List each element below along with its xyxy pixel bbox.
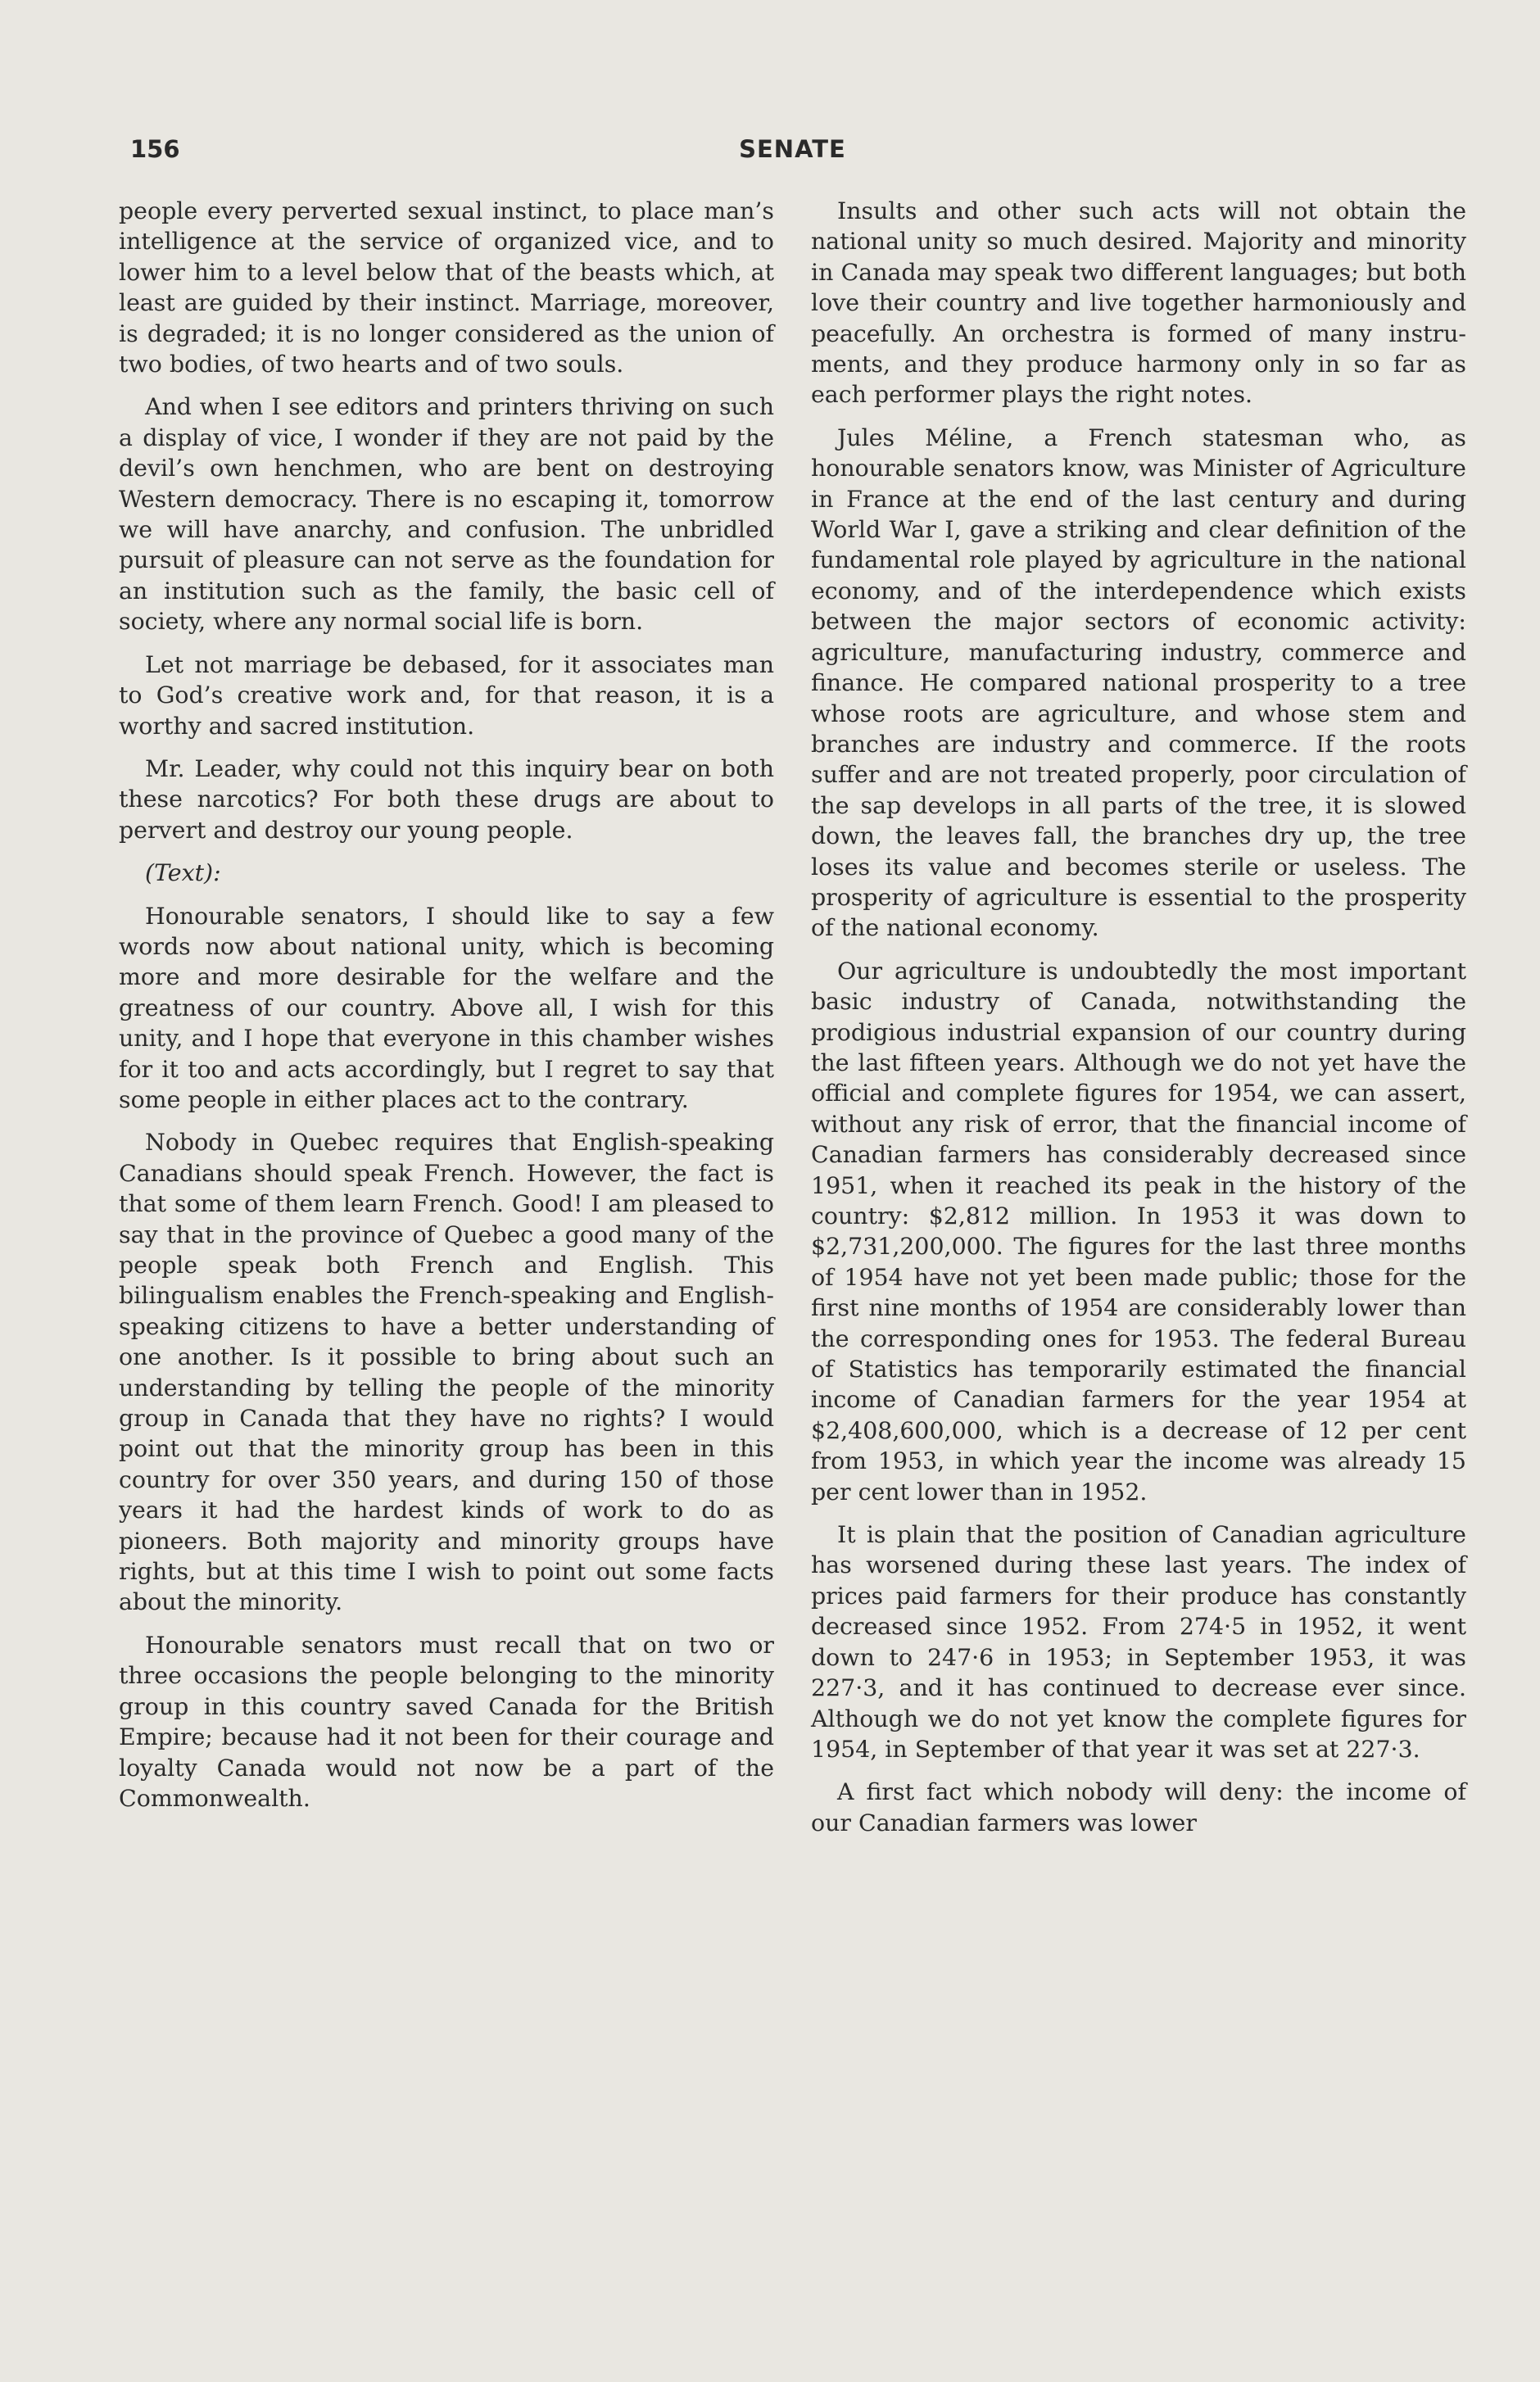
paragraph: And when I see editors and printers thriving on such a display of vice, I wonder if they are not paid by the devil’s own henchmen, who are bent on destroying Western democracy. There is no escaping it, tomorrow we will have anarchy, and confusion. The unbridled pursuit of pleasure can not serve as the foundation for an institution such as the family, the basic cell of society, where any normal social life is born.	[119, 393, 774, 636]
running-head-title: SENATE	[739, 135, 846, 163]
right-column	[811, 196, 1466, 1850]
paragraph: Our agriculture is undoubtedly the most important basic industry of Canada, notwithstanding the prodigious industrial expansion of our country during the last fifteen years. Although we do not yet have the official and complete figures for 1954, we can assert, without any risk of error, that the financial income of Canadian farmers has considerably decreased since 1951, when it reached its peak in the history of the country: $2,812 million. In 1953 it was down to $2,731,200,000. The figures for the last three months of 1954 have not yet been made public; those for the first nine months of 1954 are considerably lower than the corresponding ones for 1953. The federal Bureau of Statistics has temporarily estimated the financial income of Canadian farmers for the year 1954 at $2,408,600,000, which is a decrease of 12 per cent from 1953, in which year the income was already 15 per cent lower than in 1952.	[811, 957, 1466, 1506]
text-marker: (Text):	[145, 859, 221, 887]
paragraph: people every perverted sexual instinct, to place man’s intelligence at the service of organized vice, and to lower him to a level below that of the beasts which, at least are guided by their instinct. Marriage, moreover, is degraded; it is no longer considered as the union of two bodies, of two hearts and of two souls.	[119, 197, 774, 378]
page-number: 156	[130, 135, 180, 163]
paragraph: Nobody in Quebec requires that English-speaking Canadians should speak French. However, the fact is that some of them learn French. Good! I am pleased to say that in the province of Quebec a good many of the people speak both French and English. This bilingualism enables the French-speaking and English-speaking citizens to have a better understanding of one another. Is it possible to bring about such an understanding by telling the people of the minority group in Canada that they have no rights? I would point out that the minority group has been in this country for over 350 years, and during 150 of those years it had the hardest kinds of work to do as pioneers. Both majority and minority groups have rights, but at this time I wish to point out some facts about the minority.	[119, 1129, 774, 1616]
text-columns	[119, 196, 1466, 1850]
paragraph: Let not marriage be debased, for it associates man to God’s creative work and, for that reason, it is a worthy and sacred institution.	[119, 650, 774, 740]
paragraph: Insults and other such acts will not obtain the national unity so much desired. Majority and minority in Canada may speak two different languages; but both love their country and live together harmoniously and peacefully. An orchestra is formed of many instruments, and they produce harmony only in so far as each performer plays the right notes.	[811, 197, 1466, 409]
page-header	[119, 135, 1466, 192]
paragraph: Jules Méline, a French statesman who, as honourable senators know, was Minister of Agriculture in France at the end of the last century and during World War I, gave a striking and clear definition of the fundamental role played by agriculture in the national economy, and of the interdependence which exists between the major sectors of economic activity: agriculture, manufacturing industry, commerce and finance. He compared national prosperity to a tree whose roots are agriculture, and whose stem and branches are industry and commerce. If the roots suffer and are not treated properly, poor circulation of the sap develops in all parts of the tree, it is slowed down, the leaves fall, the branches dry up, the tree loses its value and becomes sterile or useless. The prosperity of agriculture is essential to the prosperity of the national economy.	[811, 423, 1466, 942]
paragraph: Honourable senators must recall that on two or three occasions the people belonging to the minority group in this country saved Canada for the British Empire; because had it not been for their courage and loyalty Canada would not now be a part of the Commonwealth.	[119, 1631, 774, 1812]
paragraph: It is plain that the position of Canadian agriculture has worsened during these last years. The index of prices paid farmers for their produce has constantly decreased since 1952. From 274·5 in 1952, it went down to 247·6 in 1953; in September 1953, it was 227·3, and it has continued to decrease ever since. Although we do not yet know the complete figures for 1954, in September of that year it was set at 227·3.	[811, 1521, 1466, 1763]
paragraph: Mr. Leader, why could not this inquiry bear on both these narcotics? For both these drugs are about to pervert and destroy our young people.	[119, 754, 774, 844]
paragraph: Honourable senators, I should like to say a few words now about national unity, which is becoming more and more desirable for the welfare and the greatness of our country. Above all, I wish for this unity, and I hope that everyone in this chamber wishes for it too and acts accordingly, but I regret to say that some people in either places act to the contrary.	[119, 902, 774, 1113]
left-column	[119, 196, 774, 1850]
paragraph: A first fact which nobody will deny: the income of our Canadian farmers was lower	[811, 1778, 1466, 1836]
